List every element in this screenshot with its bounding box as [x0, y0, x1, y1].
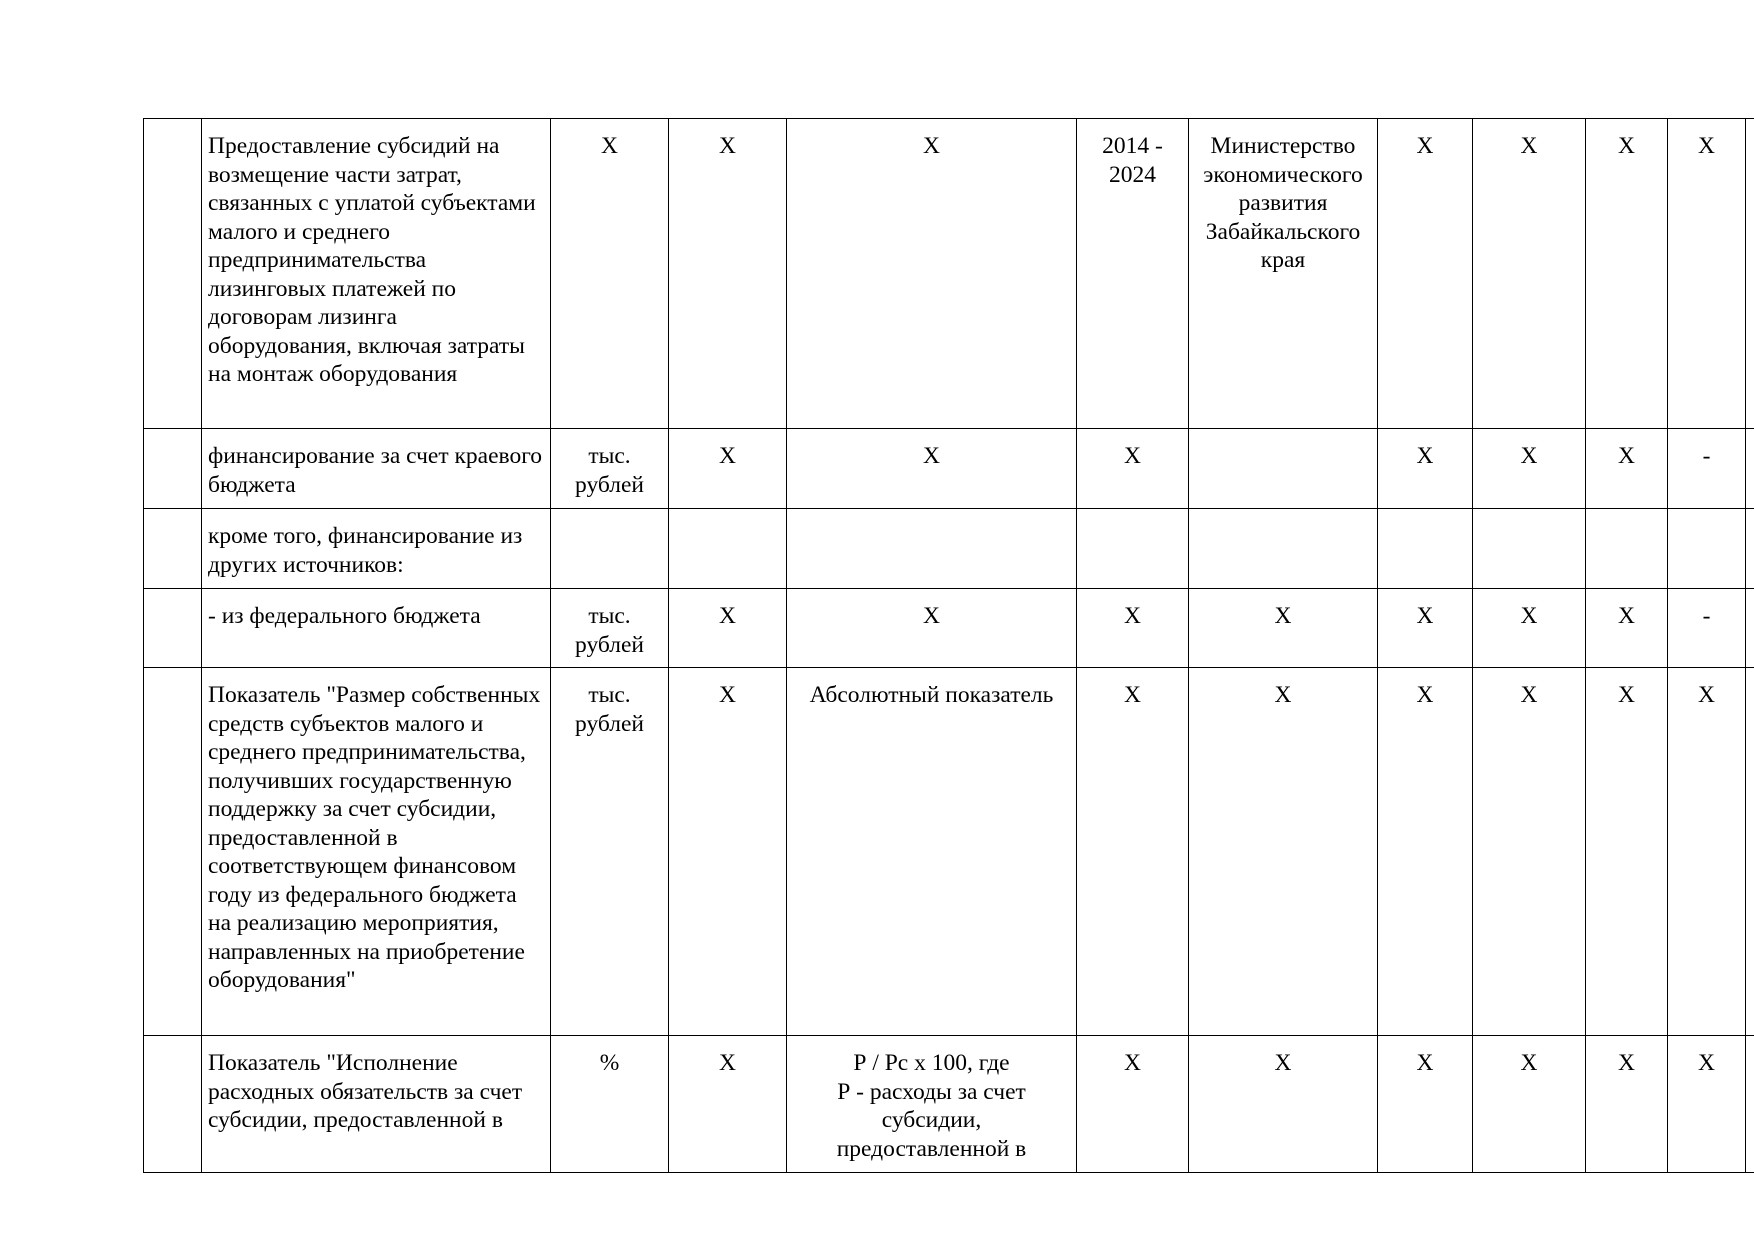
value-cell: Х — [1378, 668, 1473, 1036]
value-cell: Х — [1378, 119, 1473, 429]
measure-name-cell: - из федерального бюджета — [202, 589, 551, 668]
table-row — [144, 119, 1754, 429]
value-cell: Х — [1378, 429, 1473, 509]
cut-off-cell — [1746, 119, 1754, 429]
indicator-type-cell: Х — [669, 1036, 787, 1173]
value-cell: Х — [1668, 119, 1746, 429]
value-cell — [1668, 509, 1746, 589]
value-cell: Х — [1586, 668, 1668, 1036]
executor-cell — [1189, 509, 1378, 589]
value-cell: Х — [1586, 429, 1668, 509]
executor-cell: Х — [1189, 1036, 1378, 1173]
value-cell: - — [1668, 429, 1746, 509]
row-number-cell — [144, 1036, 202, 1173]
period-cell: Х — [1077, 429, 1189, 509]
value-cell: Х — [1473, 119, 1586, 429]
value-cell: Х — [1586, 119, 1668, 429]
executor-cell: Х — [1189, 589, 1378, 668]
cut-off-cell — [1746, 509, 1754, 589]
measure-name-cell: кроме того, финансирование из других источников: — [202, 509, 551, 589]
calculation-method-cell: Р / Рс x 100, где Р - расходы за счет субсидии, предоставленной в — [787, 1036, 1077, 1173]
value-cell: Х — [1378, 589, 1473, 668]
period-cell — [1077, 509, 1189, 589]
value-cell: Х — [1586, 589, 1668, 668]
measure-name-cell: финансирование за счет краевого бюджета — [202, 429, 551, 509]
value-cell: Х — [1668, 668, 1746, 1036]
table-row — [144, 1036, 1754, 1173]
indicator-type-cell — [669, 509, 787, 589]
indicator-type-cell: Х — [669, 429, 787, 509]
unit-cell — [551, 509, 669, 589]
measure-name-cell: Показатель "Исполнение расходных обязательств за счет субсидии, предоставленной в — [202, 1036, 551, 1173]
value-cell — [1378, 509, 1473, 589]
executor-cell — [1189, 429, 1378, 509]
value-cell: Х — [1473, 1036, 1586, 1173]
row-number-cell — [144, 589, 202, 668]
calculation-method-cell: Х — [787, 119, 1077, 429]
unit-cell: % — [551, 1036, 669, 1173]
period-cell: 2014 - 2024 — [1077, 119, 1189, 429]
row-number-cell — [144, 119, 202, 429]
row-number-cell — [144, 429, 202, 509]
program-measures-table — [143, 118, 1754, 1173]
value-cell — [1586, 509, 1668, 589]
indicator-type-cell: Х — [669, 119, 787, 429]
value-cell: Х — [1473, 668, 1586, 1036]
cut-off-cell — [1746, 1036, 1754, 1173]
calculation-method-cell: Х — [787, 589, 1077, 668]
calculation-method-cell: Х — [787, 429, 1077, 509]
value-cell: Х — [1378, 1036, 1473, 1173]
table-row — [144, 429, 1754, 509]
cut-off-cell — [1746, 589, 1754, 668]
unit-cell: тыс. рублей — [551, 429, 669, 509]
measure-name-cell: Показатель "Размер собственных средств субъектов малого и среднего предпринимательства, получивших государственную поддержку за счет субсидии, предоставленной в соответствующем финансовом году из федерального бюджета на реализацию мероприятия, направленных на приобретение оборудования" — [202, 668, 551, 1036]
period-cell: Х — [1077, 668, 1189, 1036]
value-cell — [1473, 509, 1586, 589]
table-row — [144, 509, 1754, 589]
cut-off-cell — [1746, 668, 1754, 1036]
row-number-cell — [144, 509, 202, 589]
indicator-type-cell: Х — [669, 668, 787, 1036]
period-cell: Х — [1077, 589, 1189, 668]
value-cell: Х — [1586, 1036, 1668, 1173]
calculation-method-cell: Абсолютный показатель — [787, 668, 1077, 1036]
value-cell: Х — [1473, 429, 1586, 509]
executor-cell: Х — [1189, 668, 1378, 1036]
value-cell: - — [1668, 589, 1746, 668]
table-row — [144, 668, 1754, 1036]
unit-cell: тыс. рублей — [551, 589, 669, 668]
unit-cell: Х — [551, 119, 669, 429]
unit-cell: тыс. рублей — [551, 668, 669, 1036]
executor-cell: Министерство экономического развития Забайкальского края — [1189, 119, 1378, 429]
value-cell: Х — [1473, 589, 1586, 668]
measure-name-cell: Предоставление субсидий на возмещение части затрат, связанных с уплатой субъектами малого и среднего предпринимательства лизинговых платежей по договорам лизинга оборудования, включая затраты на монтаж оборудования — [202, 119, 551, 429]
calculation-method-cell — [787, 509, 1077, 589]
cut-off-cell — [1746, 429, 1754, 509]
table-row — [144, 589, 1754, 668]
indicator-type-cell: Х — [669, 589, 787, 668]
value-cell: Х — [1668, 1036, 1746, 1173]
period-cell: Х — [1077, 1036, 1189, 1173]
row-number-cell — [144, 668, 202, 1036]
